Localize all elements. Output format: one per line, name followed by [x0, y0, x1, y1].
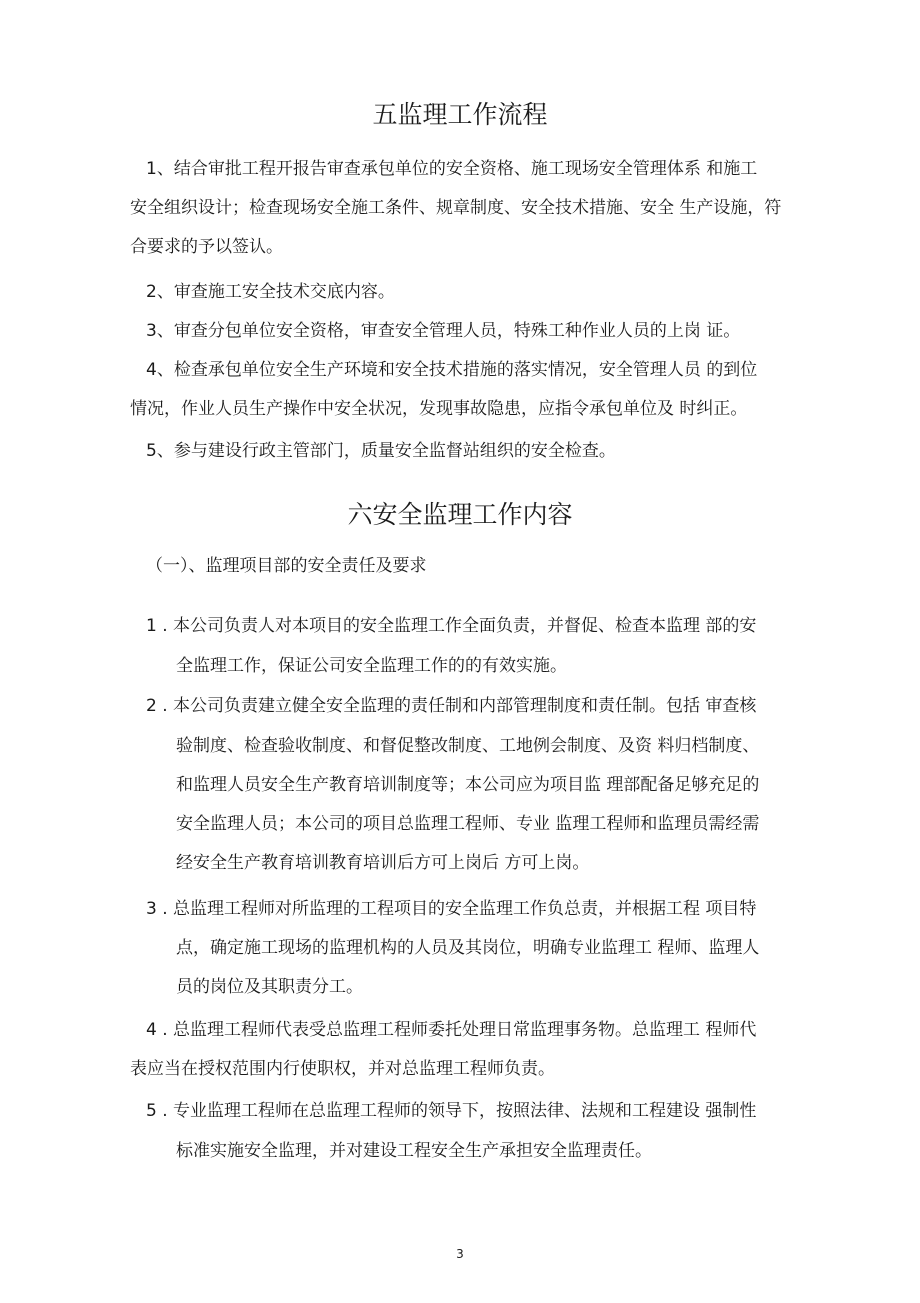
paragraph-line: 4、检查承包单位安全生产环境和安全技术措施的落实情况，安全管理人员 的到位	[146, 360, 758, 380]
list-item-line: 1 . 本公司负责人对本项目的安全监理工作全面负责，并督促、检查本监理 部的安	[146, 616, 757, 636]
list-item-line: 经安全生产教育培训教育培训后方可上岗后 方可上岗。	[176, 853, 590, 873]
list-item-line: 5 . 专业监理工程师在总监理工程师的领导下，按照法律、法规和工程建设 强制性	[146, 1101, 757, 1121]
list-item-line: 2 . 本公司负责建立健全安全监理的责任制和内部管理制度和责任制。包括 审查核	[146, 696, 757, 716]
list-item-line: 4 . 总监理工程师代表受总监理工程师委托处理日常监理事务物。总监理工 程师代	[146, 1020, 757, 1040]
list-item-line: 点，确定施工现场的监理机构的人员及其岗位，明确专业监理工 程师、监理人	[176, 938, 760, 958]
page-number: 3	[456, 1247, 464, 1261]
subheading: （一）、监理项目部的安全责任及要求	[146, 556, 427, 576]
list-item-line: 表应当在授权范围内行使职权，并对总监理工程师负责。	[130, 1059, 555, 1079]
paragraph-line: 5、参与建设行政主管部门，质量安全监督站组织的安全检查。	[146, 441, 616, 461]
paragraph-line: 1、结合审批工程开报告审查承包单位的安全资格、施工现场安全管理体系 和施工	[146, 159, 758, 179]
list-item-line: 标准实施安全监理，并对建设工程安全生产承担安全监理责任。	[176, 1141, 652, 1161]
list-item-line: 验制度、检查验收制度、和督促整改制度、工地例会制度、及资 料归档制度、	[176, 736, 760, 756]
list-item-line: 全监理工作，保证公司安全监理工作的的有效实施。	[176, 656, 567, 676]
section-5-title: 五监理工作流程	[372, 100, 548, 129]
paragraph-line: 2、审查施工安全技术交底内容。	[146, 282, 395, 302]
list-item-line: 安全监理人员；本公司的项目总监理工程师、专业 监理工程师和监理员需经需	[176, 814, 760, 834]
paragraph-line: 3、审查分包单位安全资格，审查安全管理人员，特殊工种作业人员的上岗 证。	[146, 321, 741, 341]
list-item-line: 3 . 总监理工程师对所监理的工程项目的安全监理工作负总责，并根据工程 项目特	[146, 899, 757, 919]
paragraph-line: 安全组织设计；检查现场安全施工条件、规章制度、安全技术措施、安全 生产设施，符	[130, 198, 782, 218]
paragraph-line: 情况，作业人员生产操作中安全状况，发现事故隐患，应指令承包单位及 时纠正。	[130, 399, 748, 419]
paragraph-line: 合要求的予以签认。	[130, 237, 283, 257]
list-item-line: 员的岗位及其职责分工。	[176, 977, 363, 997]
section-6-title: 六安全监理工作内容	[347, 500, 573, 529]
list-item-line: 和监理人员安全生产教育培训制度等；本公司应为项目监 理部配备足够充足的	[176, 775, 760, 795]
